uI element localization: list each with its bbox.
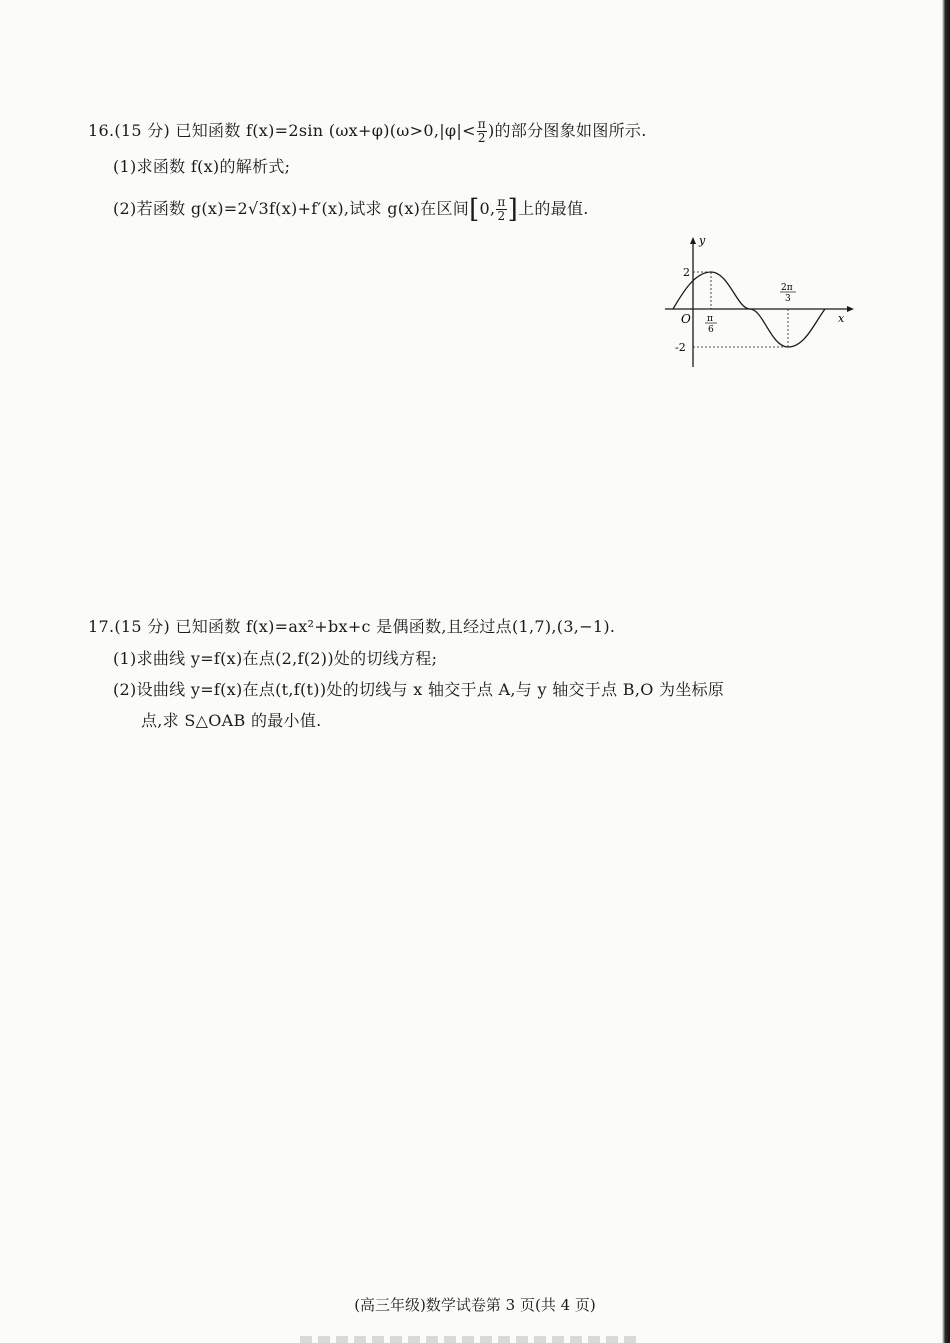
q16-part2-fraction: [496, 196, 506, 223]
q17-part2-line1: (2)设曲线 y=f(x)在点(t,f(t))处的切线与 x 轴交于点 A,与 y 轴交于点 B,O 为坐标原: [113, 680, 725, 699]
left-bracket: [: [469, 194, 480, 225]
q16-part2-prefix: (2)若函数 g(x)=2√3f(x)+f′(x),试求 g(x)在区间: [113, 199, 470, 218]
q17-part2-line2: 点,求 S△OAB 的最小值.: [141, 711, 322, 730]
q16-part2-frac-num: π: [497, 195, 506, 209]
x-peak-den: 6: [708, 325, 714, 335]
q16-part2-interval-start: 0,: [479, 199, 496, 218]
right-bracket: ]: [507, 194, 519, 225]
scan-smudge: [300, 1336, 640, 1343]
x-peak-num: π: [707, 314, 713, 324]
x-axis-arrow: [847, 306, 854, 312]
y-axis-label: y: [699, 234, 706, 247]
origin-label: O: [681, 312, 691, 326]
q16-stem-fraction: [477, 118, 487, 145]
page-footer: (高三年级)数学试卷第 3 页(共 4 页): [354, 1296, 596, 1314]
q16-stem: [88, 118, 647, 145]
y-axis-arrow: [690, 237, 696, 244]
q16-stem-prefix: 16.(15 分) 已知函数 f(x)=2sin (ωx+φ)(ω>0,|φ|<: [88, 121, 476, 140]
x-trough-den: 3: [785, 294, 791, 304]
q16-frac-num: π: [477, 117, 486, 131]
q16-part2: [113, 196, 589, 223]
x-trough-num: 2π: [781, 283, 793, 293]
q16-stem-suffix: )的部分图象如图所示.: [487, 121, 647, 140]
q16-part2-frac-den: 2: [497, 209, 506, 223]
q17-part1: (1)求曲线 y=f(x)在点(2,f(2))处的切线方程;: [113, 649, 438, 668]
y-min-label: -2: [675, 341, 686, 354]
x-axis-label: x: [838, 312, 845, 325]
scan-edge: [942, 0, 950, 1343]
q16-part2-suffix: 上的最值.: [518, 199, 589, 218]
q16-frac-den: 2: [477, 131, 486, 145]
q17-stem: 17.(15 分) 已知函数 f(x)=ax²+bx+c 是偶函数,且经过点(1,7),(3,−1).: [88, 617, 616, 636]
q16-part1: (1)求函数 f(x)的解析式;: [113, 157, 291, 176]
sine-graph: [655, 232, 855, 372]
y-max-label: 2: [683, 266, 690, 279]
